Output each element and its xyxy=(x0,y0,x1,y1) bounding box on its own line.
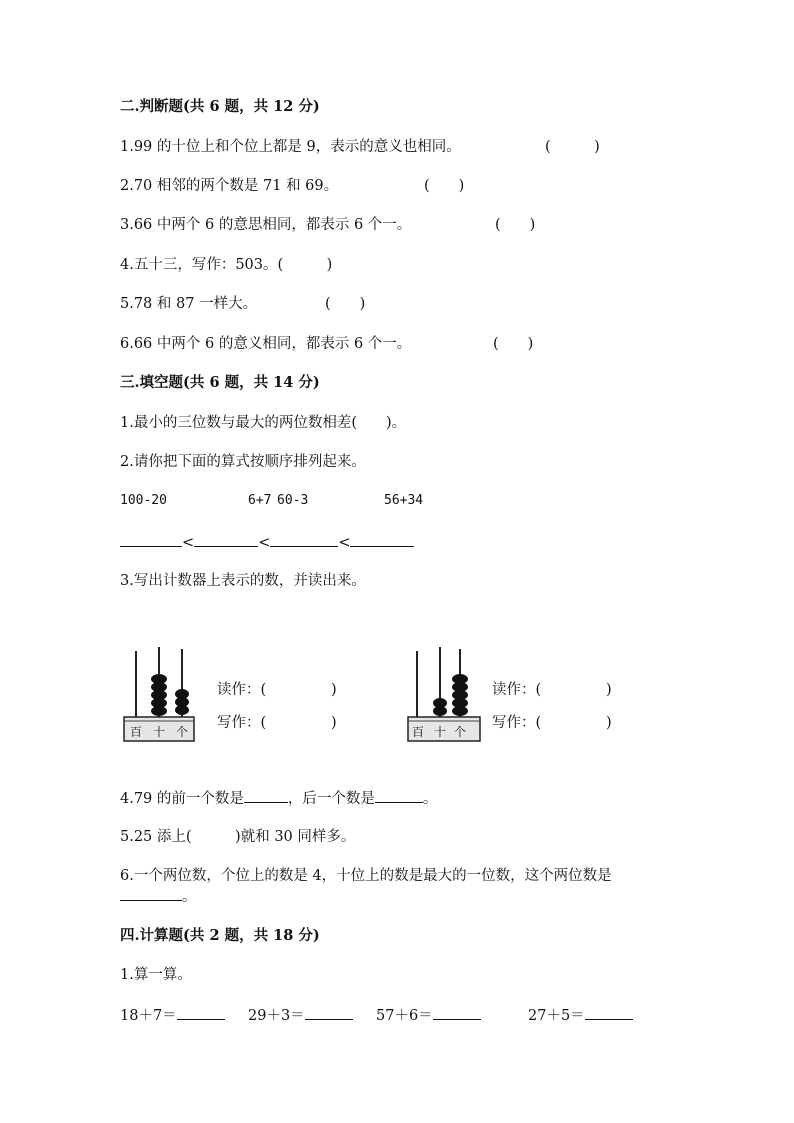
judge-q1: 1.99 的十位上和个位上都是 9，表示的意义也相同。 xyxy=(120,139,461,155)
abacus-right-read-close[interactable]: ) xyxy=(606,682,612,698)
calc-item-4-expr: 27＋5＝ xyxy=(528,1008,585,1024)
fill-q4-blank-before[interactable] xyxy=(244,788,288,803)
abacus-right-place-tens: 十 xyxy=(434,725,447,739)
abacus-left-ones-beads xyxy=(175,689,189,715)
calc-item-1-expr: 18＋7＝ xyxy=(120,1008,177,1024)
calc-q1: 1.算一算。 xyxy=(120,967,192,983)
abacus-right-write-label: 写作：( xyxy=(492,715,542,731)
less-than-3: < xyxy=(338,535,351,551)
order-row xyxy=(120,532,414,553)
abacus-left-read-close[interactable]: ) xyxy=(331,682,337,698)
section3-heading: 三.填空题(共 6 题，共 14 分) xyxy=(120,374,320,391)
judge-q3: 3.66 中两个 6 的意思相同，都表示 6 个一。 xyxy=(120,217,412,233)
less-than-1: < xyxy=(182,535,195,551)
judge-q2: 2.70 相邻的两个数是 71 和 69。 xyxy=(120,178,339,194)
judge-q3-answer[interactable]: ( ) xyxy=(495,217,536,233)
abacus-right xyxy=(404,645,484,745)
calc-item-1-blank[interactable] xyxy=(177,1005,225,1020)
judge-q6: 6.66 中两个 6 的意义相同，都表示 6 个一。 xyxy=(120,336,412,352)
section2-heading: 二.判断题(共 6 题，共 12 分) xyxy=(120,98,320,115)
calc-item-4-blank[interactable] xyxy=(585,1005,633,1020)
abacus-left xyxy=(120,645,198,745)
order-blank-1[interactable] xyxy=(120,532,182,547)
abacus-left-place-hundreds: 百 xyxy=(130,725,143,739)
abacus-left-write-label: 写作：( xyxy=(217,715,267,731)
expr-3: 60-3 xyxy=(277,493,309,508)
abacus-left-write-close[interactable]: ) xyxy=(331,715,337,731)
calc-item-3-blank[interactable] xyxy=(433,1005,481,1020)
abacus-left-tens-beads xyxy=(151,674,167,716)
abacus-right-place-ones: 个 xyxy=(454,725,467,739)
fill-q4 xyxy=(120,788,437,809)
calc-item-2-blank[interactable] xyxy=(305,1005,353,1020)
fill-q6-blank-row xyxy=(120,886,197,907)
fill-q2: 2.请你把下面的算式按顺序排列起来。 xyxy=(120,454,366,470)
fill-q4-part3: 。 xyxy=(422,791,438,807)
abacus-left-place-ones: 个 xyxy=(176,725,189,739)
order-blank-4[interactable] xyxy=(350,532,414,547)
abacus-left-read-label: 读作：( xyxy=(217,682,267,698)
fill-q4-part2: ，后一个数是 xyxy=(287,791,375,807)
abacus-left-place-tens: 十 xyxy=(153,725,166,739)
order-blank-3[interactable] xyxy=(270,532,338,547)
calc-item-2-expr: 29＋3＝ xyxy=(248,1008,305,1024)
abacus-right-write-close[interactable]: ) xyxy=(606,715,612,731)
fill-q3: 3.写出计数器上表示的数，并读出来。 xyxy=(120,573,366,589)
fill-q6-end: 。 xyxy=(182,889,197,905)
fill-q4-part1: 4.79 的前一个数是 xyxy=(120,791,244,807)
abacus-right-read-label: 读作：( xyxy=(492,682,542,698)
fill-q4-blank-after[interactable] xyxy=(375,788,423,803)
judge-q2-answer[interactable]: ( ) xyxy=(424,178,465,194)
calc-item-3-expr: 57＋6＝ xyxy=(376,1008,433,1024)
judge-q6-answer[interactable]: ( ) xyxy=(493,336,534,352)
abacus-right-place-hundreds: 百 xyxy=(412,725,425,739)
expr-4: 56+34 xyxy=(384,493,424,508)
fill-q6: 6.一个两位数，个位上的数是 4，十位上的数是最大的一位数，这个两位数是 xyxy=(120,868,612,884)
order-blank-2[interactable] xyxy=(194,532,258,547)
judge-q5: 5.78 和 87 一样大。 xyxy=(120,296,258,312)
less-than-2: < xyxy=(258,535,271,551)
judge-q1-answer[interactable]: ( ) xyxy=(545,139,600,155)
calc-item-2 xyxy=(248,1005,353,1026)
abacus-right-ones-beads xyxy=(452,674,468,716)
expr-1: 100-20 xyxy=(120,493,167,508)
fill-q1: 1.最小的三位数与最大的两位数相差( )。 xyxy=(120,415,407,431)
calc-item-1 xyxy=(120,1005,225,1026)
calc-item-4 xyxy=(528,1005,633,1026)
expr-2: 6+7 xyxy=(248,493,272,508)
calc-item-3 xyxy=(376,1005,481,1026)
abacus-right-tens-beads xyxy=(433,698,447,716)
judge-q4: 4.五十三，写作：503。( ) xyxy=(120,257,333,273)
fill-q6-blank[interactable] xyxy=(120,886,182,901)
section4-heading: 四.计算题(共 2 题，共 18 分) xyxy=(120,927,320,944)
judge-q5-answer[interactable]: ( ) xyxy=(325,296,366,312)
fill-q5: 5.25 添上( )就和 30 同样多。 xyxy=(120,829,356,845)
